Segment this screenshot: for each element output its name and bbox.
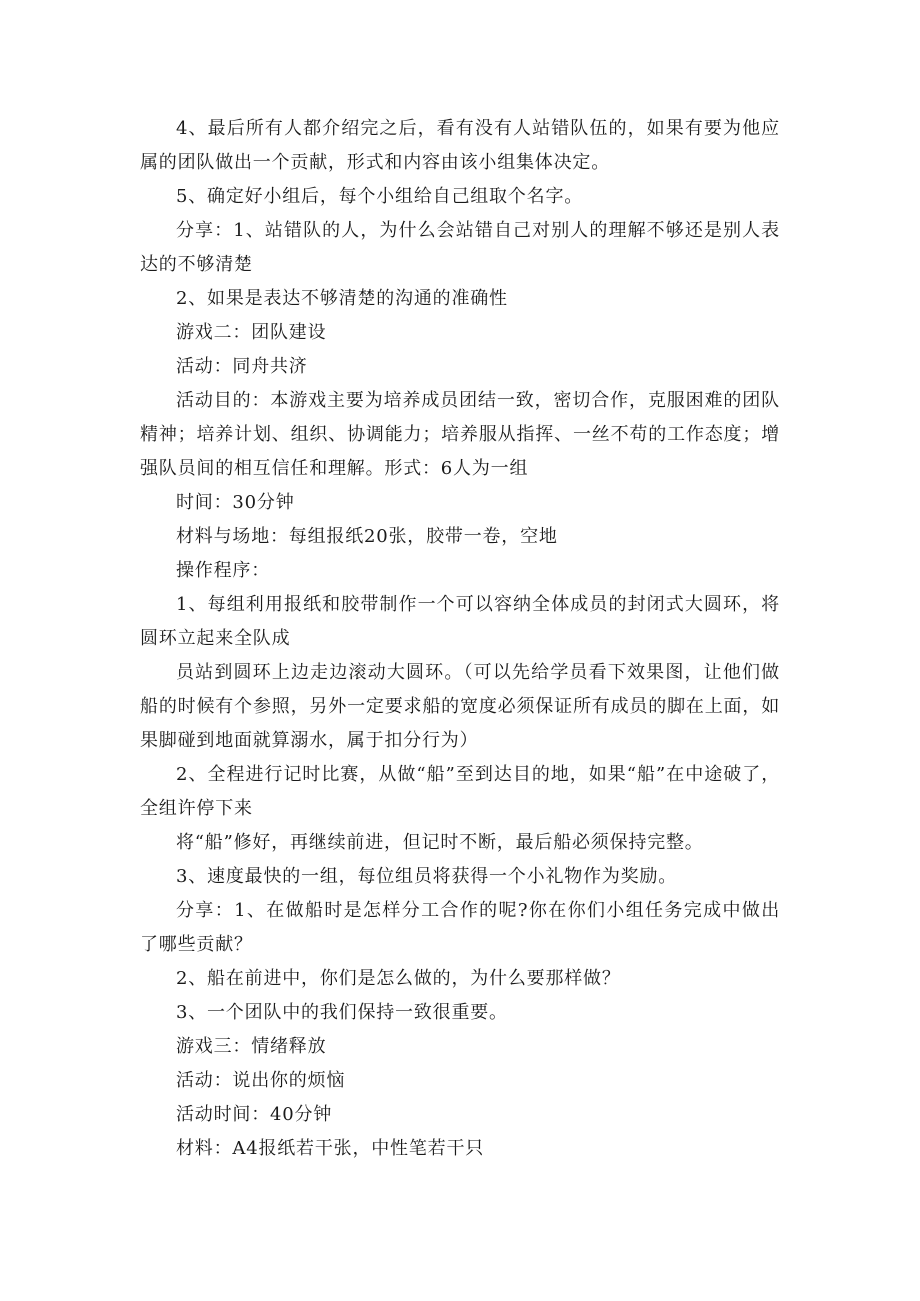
paragraph: 员站到圆环上边走边滚动大圆环。（可以先给学员看下效果图，让他们做船的时候有个参照，另外一定要求船的宽度必须保证所有成员的脚在上面，如果脚碰到地面就算溺水，属于扣分行为） [140, 662, 780, 751]
paragraph: 2、船在前进中，你们是怎么做的，为什么要那样做？ [176, 968, 621, 989]
paragraph: 材料与场地：每组报纸20张，胶带一卷，空地 [176, 526, 558, 547]
section-heading: 游戏二：团队建设 [176, 322, 327, 343]
paragraph: 3、一个团队中的我们保持一致很重要。 [176, 1002, 508, 1023]
paragraph: 活动目的：本游戏主要为培养成员团结一致，密切合作，克服困难的团队精神；培养计划、组织、协调能力；培养服从指挥、一丝不苟的工作态度；增强队员间的相互信任和理解。形式：6人为一组 [140, 390, 780, 479]
paragraph: 4、最后所有人都介绍完之后，看有没有人站错队伍的，如果有要为他应属的团队做出一个贡献，形式和内容由该小组集体决定。 [140, 118, 780, 173]
paragraph: 分享：1、站错队的人，为什么会站错自己对别人的理解不够还是别人表达的不够清楚 [140, 220, 780, 275]
paragraph: 时间：30分钟 [176, 492, 295, 513]
document-body [140, 112, 780, 1166]
paragraph: 3、速度最快的一组，每位组员将获得一个小礼物作为奖励。 [176, 866, 678, 887]
section-heading: 游戏三：情绪释放 [176, 1036, 327, 1057]
paragraph: 分享：1、在做船时是怎样分工合作的呢?你在你们小组任务完成中做出了哪些贡献？ [140, 900, 780, 955]
paragraph: 活动：说出你的烦恼 [176, 1070, 346, 1091]
paragraph: 2、如果是表达不够清楚的沟通的准确性 [176, 288, 508, 309]
paragraph: 操作程序： [176, 560, 270, 581]
paragraph: 将“船”修好，再继续前进，但记时不断，最后船必须保持完整。 [176, 832, 704, 853]
paragraph: 5、确定好小组后，每个小组给自己组取个名字。 [176, 186, 584, 207]
paragraph: 活动时间：40分钟 [176, 1104, 333, 1125]
paragraph: 2、全程进行记时比赛，从做“船”至到达目的地，如果“船”在中途破了，全组许停下来 [140, 764, 780, 819]
paragraph: 材料：A4报纸若干张，中性笔若干只 [176, 1138, 485, 1159]
paragraph: 1、每组利用报纸和胶带制作一个可以容纳全体成员的封闭式大圆环，将圆环立起来全队成 [140, 594, 780, 649]
paragraph: 活动：同舟共济 [176, 356, 308, 377]
